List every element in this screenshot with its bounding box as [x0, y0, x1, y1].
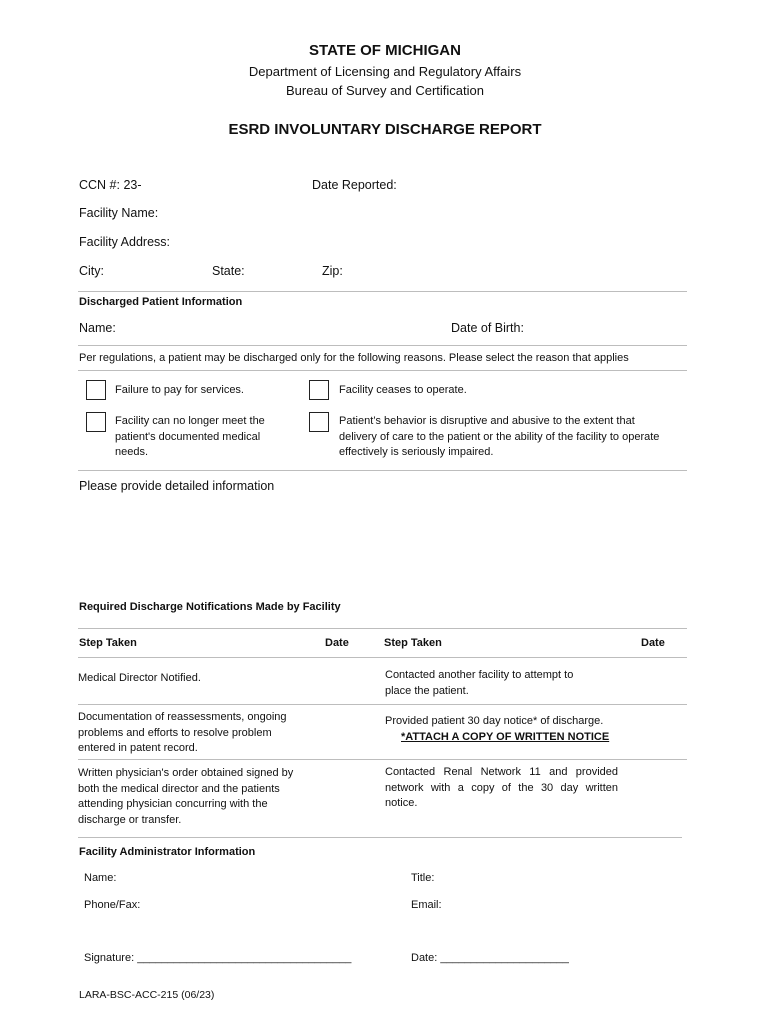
reason-3-label: Facility can no longer meet the patient's documented medical needs. — [115, 415, 265, 458]
divider — [78, 657, 687, 658]
notifications-section-title: Required Discharge Notifications Made by Facility — [79, 601, 341, 613]
admin-title-field[interactable]: Title: — [411, 872, 435, 884]
step-30-day-notice: Provided patient 30 day notice* of discharge. — [385, 715, 604, 727]
reason-1-label: Failure to pay for services. — [115, 384, 244, 396]
admin-phone-field[interactable]: Phone/Fax: — [84, 899, 141, 911]
divider — [78, 628, 687, 629]
facility-address-field[interactable]: Facility Address: — [79, 235, 171, 249]
step-renal-network: Contacted Renal Network 11 and provided network with a copy of the 30 day written notice. — [385, 766, 618, 809]
step-contact-facility: Contacted another facility to attempt to place the patient. — [385, 669, 574, 697]
divider — [78, 291, 687, 292]
admin-email-field[interactable]: Email: — [411, 899, 442, 911]
city-field[interactable]: City: — [79, 264, 104, 278]
dob-field[interactable]: Date of Birth: — [451, 321, 524, 335]
admin-name-field[interactable]: Name: — [84, 872, 117, 884]
form-title: ESRD INVOLUNTARY DISCHARGE REPORT — [228, 121, 542, 138]
divider — [78, 704, 687, 705]
bureau-heading: Bureau of Survey and Certification — [286, 83, 484, 98]
reason-4-label: Patient’s behavior is disruptive and abusive to the extent that delivery of care to the patient or the ability of the facility to operate effectively is seriously impaired. — [339, 415, 660, 458]
form-id: LARA-BSC-ACC-215 (06/23) — [79, 989, 215, 1001]
step-documentation: Documentation of reassessments, ongoing problems and efforts to resolve problem entered in patent record. — [78, 711, 287, 754]
reason-2-label: Facility ceases to operate. — [339, 384, 467, 396]
signature-field[interactable]: Signature: ___________________________________ — [84, 952, 352, 964]
state-field[interactable]: State: — [212, 264, 245, 278]
patient-name-field[interactable]: Name: — [79, 321, 116, 335]
divider — [78, 370, 687, 371]
reason-4-checkbox[interactable] — [309, 412, 329, 432]
reason-3-checkbox[interactable] — [86, 412, 106, 432]
divider — [78, 345, 687, 346]
reasons-intro: Per regulations, a patient may be discharged only for the following reasons. Please select the reason that applies — [79, 352, 629, 364]
col-step-right: Step Taken — [384, 637, 442, 649]
col-date-left: Date — [325, 637, 349, 649]
step-physician-order: Written physician's order obtained signed by both the medical director and the patients attending physician concurring with the discharge or transfer. — [78, 767, 294, 826]
col-step-left: Step Taken — [79, 637, 137, 649]
step-medical-director: Medical Director Notified. — [78, 672, 201, 684]
divider — [78, 837, 682, 838]
reason-1-checkbox[interactable] — [86, 380, 106, 400]
admin-section-title: Facility Administrator Information — [79, 846, 256, 858]
details-field[interactable]: Please provide detailed information — [79, 479, 275, 493]
state-heading: STATE OF MICHIGAN — [309, 42, 461, 59]
divider — [78, 759, 687, 760]
col-date-right: Date — [641, 637, 665, 649]
reason-2-checkbox[interactable] — [309, 380, 329, 400]
facility-name-field[interactable]: Facility Name: — [79, 206, 159, 220]
signature-date-field[interactable]: Date: _____________________ — [411, 952, 569, 964]
ccn-field[interactable]: CCN #: 23- — [79, 178, 142, 192]
divider — [78, 470, 687, 471]
patient-section-title: Discharged Patient Information — [79, 296, 243, 308]
date-reported-field[interactable]: Date Reported: — [312, 178, 397, 192]
zip-field[interactable]: Zip: — [322, 264, 343, 278]
attach-notice: *ATTACH A COPY OF WRITTEN NOTICE — [401, 731, 610, 743]
department-heading: Department of Licensing and Regulatory Affairs — [248, 64, 522, 79]
